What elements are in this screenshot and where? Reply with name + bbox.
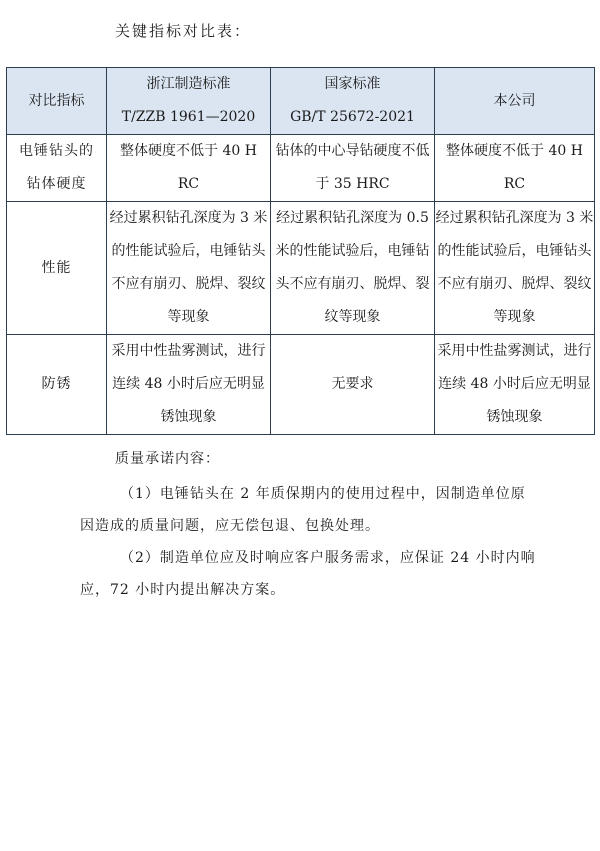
cell-zhejiang-performance	[107, 202, 271, 335]
row-label-hardness	[7, 135, 107, 202]
cell-national-hardness	[271, 135, 435, 202]
table-row	[7, 202, 595, 335]
cell-text: 经过累积钻孔深度为 0.5 米的性能试验后，电锤钻头不应有崩刃、脱焊、裂纹等现象	[275, 210, 430, 325]
promise-item-2: （2）制造单位应及时响应客户服务需求，应保证 24 小时内响应，72 小时内提出解决方案。	[80, 550, 536, 598]
cell-text: 采用中性盐雾测试，进行连续 48 小时后应无明显锈蚀现象	[111, 343, 266, 425]
header-zhejiang-code: T/ZZB 1961—2020	[121, 109, 256, 125]
promise-title: 质量承诺内容：	[115, 451, 220, 467]
cell-text: 无要求	[331, 376, 374, 392]
header-national-title: 国家标准	[324, 76, 381, 92]
row-label-text: 性能	[41, 259, 72, 276]
table-row	[7, 335, 595, 435]
table-header-row	[7, 68, 595, 135]
cell-text: 钻体的中心导钻硬度不低于 35 HRC	[275, 143, 430, 192]
cell-text: 整体硬度不低于 40 HRC	[120, 143, 257, 192]
row-label-performance	[7, 202, 107, 335]
cell-company-hardness	[435, 135, 595, 202]
cell-text: 经过累积钻孔深度为 3 米的性能试验后，电锤钻头不应有崩刃、脱焊、裂纹等现象	[435, 210, 594, 325]
header-national-code: GB/T 25672-2021	[290, 109, 415, 125]
cell-zhejiang-hardness	[107, 135, 271, 202]
row-label-text: 防锈	[41, 376, 72, 392]
header-national-standard	[271, 68, 435, 135]
table-intro: 关键指标对比表：	[115, 22, 252, 40]
table-row	[7, 135, 595, 202]
cell-text: 采用中性盐雾测试，进行连续 48 小时后应无明显锈蚀现象	[437, 343, 592, 425]
cell-zhejiang-rust	[107, 335, 271, 435]
promise-item-1: （1）电锤钻头在 2 年质保期内的使用过程中，因制造单位原因造成的质量问题，应无偿包退、包换处理。	[80, 486, 526, 534]
cell-company-performance	[435, 202, 595, 335]
cell-text: 整体硬度不低于 40 HRC	[446, 143, 583, 192]
header-indicator-label: 对比指标	[28, 92, 85, 109]
header-zhejiang-standard	[107, 68, 271, 135]
row-label-rust	[7, 335, 107, 435]
header-company-label: 本公司	[493, 92, 536, 109]
cell-company-rust	[435, 335, 595, 435]
cell-national-performance	[271, 202, 435, 335]
header-company	[435, 68, 595, 135]
row-label-text: 电锤钻头的钻体硬度	[19, 143, 94, 192]
comparison-table	[6, 67, 595, 435]
header-indicator	[7, 68, 107, 135]
header-zhejiang-title: 浙江制造标准	[146, 76, 231, 92]
cell-national-rust	[271, 335, 435, 435]
cell-text: 经过累积钻孔深度为 3 米的性能试验后，电锤钻头不应有崩刃、脱焊、裂纹等现象	[109, 210, 268, 325]
